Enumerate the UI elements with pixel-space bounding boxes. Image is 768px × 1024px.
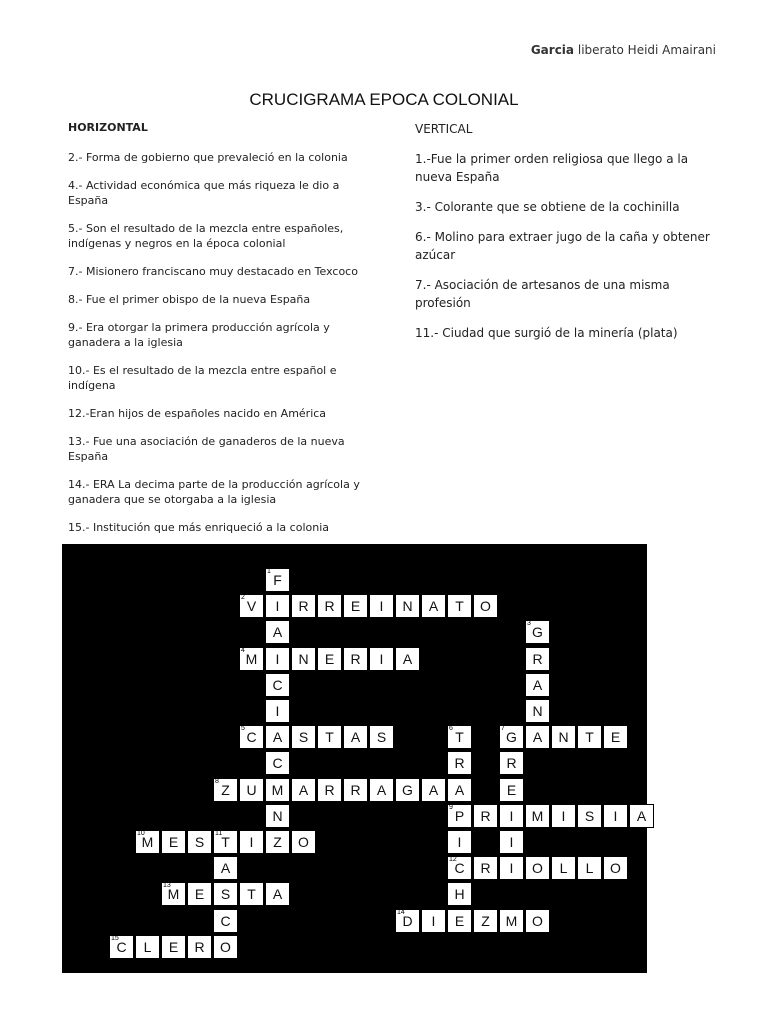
horizontal-clue: 10.- Es el resultado de la mezcla entre español e indígena <box>68 364 337 392</box>
crossword-cell[interactable] <box>239 725 264 749</box>
crossword-cell[interactable] <box>343 647 368 671</box>
crossword-cell[interactable] <box>213 856 238 880</box>
cell-letter: V <box>246 598 257 615</box>
author-given-name: liberato Heidi Amairani <box>577 43 716 57</box>
author-name <box>531 43 716 57</box>
horizontal-clue: 14.- ERA La decima parte de la producción agrícola y ganadera que se otorgaba a la iglesia <box>68 478 360 506</box>
cell-letter: T <box>455 729 464 746</box>
crossword-cell[interactable] <box>551 856 576 880</box>
crossword-cell[interactable] <box>577 856 602 880</box>
crossword-cell[interactable] <box>473 856 498 880</box>
crossword-cell[interactable] <box>369 647 394 671</box>
cell-letter: A <box>532 676 543 693</box>
author-surname: Garcia <box>530 43 575 57</box>
cell-letter: C <box>116 938 127 955</box>
crossword-cell[interactable] <box>499 804 524 828</box>
crossword-cell[interactable] <box>447 751 472 775</box>
cell-letter: E <box>454 912 465 929</box>
cell-letter: E <box>506 781 517 798</box>
horizontal-clue: 8.- Fue el primer obispo de la nueva España <box>68 293 311 306</box>
crossword-cell[interactable] <box>603 725 628 749</box>
crossword-cell[interactable] <box>343 778 368 802</box>
clue-number: 10 <box>137 830 145 837</box>
crossword-cell[interactable] <box>447 909 472 933</box>
cell-letter: T <box>221 834 230 850</box>
crossword-cell[interactable] <box>317 778 342 802</box>
cell-letter: S <box>298 729 309 746</box>
clue-number: 7 <box>501 725 505 733</box>
cell-letter: N <box>558 729 569 746</box>
crossword-cell[interactable] <box>499 830 524 854</box>
cell-letter: E <box>610 729 621 746</box>
cell-letter: M <box>141 834 154 850</box>
cell-letter: R <box>350 650 361 667</box>
crossword-cell[interactable] <box>473 909 498 933</box>
cell-letter: M <box>245 650 258 667</box>
crossword-cell[interactable] <box>395 647 420 671</box>
cell-letter: G <box>532 624 543 641</box>
cell-letter: F <box>273 572 282 588</box>
crossword-board <box>62 544 647 973</box>
cell-letter: N <box>402 598 413 615</box>
cell-letter: C <box>272 755 283 772</box>
crossword-cell[interactable] <box>135 830 160 854</box>
crossword-cell[interactable] <box>421 778 446 802</box>
cell-letter: C <box>272 676 283 693</box>
crossword-cell[interactable] <box>265 568 290 592</box>
crossword-cell[interactable] <box>213 909 238 933</box>
cell-letter: N <box>532 703 543 719</box>
crossword-cell[interactable] <box>447 778 472 802</box>
cell-letter: A <box>636 807 647 824</box>
crossword-cell[interactable] <box>213 882 238 906</box>
cell-letter: A <box>220 860 231 877</box>
clue-number: 9 <box>449 803 453 811</box>
horizontal-clue: 5.- Son el resultado de la mezcla entre españoles, indígenas y negros en la época colonial <box>68 222 344 250</box>
clue-number: 8 <box>215 777 219 785</box>
cell-letter: R <box>298 598 309 615</box>
crossword-cell[interactable] <box>551 725 576 749</box>
cell-letter: R <box>480 860 491 877</box>
cell-letter: S <box>194 834 205 850</box>
crossword-cell[interactable] <box>525 804 550 828</box>
crossword-cell[interactable] <box>577 725 602 749</box>
vertical-clue: 3.- Colorante que se obtiene de la cochinilla <box>415 200 680 214</box>
cell-letter: I <box>275 703 280 719</box>
crossword-cell[interactable] <box>499 856 524 880</box>
cell-letter: I <box>509 860 514 877</box>
crossword-cell[interactable] <box>499 751 524 775</box>
cell-letter: A <box>298 781 309 798</box>
cell-letter: A <box>350 729 361 746</box>
crossword-cell[interactable] <box>473 804 498 828</box>
cell-letter: A <box>454 781 465 798</box>
crossword-cell[interactable] <box>265 620 290 644</box>
horizontal-clue: 2.- Forma de gobierno que prevaleció en la colonia <box>68 151 348 164</box>
crossword-cell[interactable] <box>239 778 264 802</box>
crossword-cell[interactable] <box>447 594 472 618</box>
crossword-cell[interactable] <box>291 594 316 618</box>
horizontal-clue: 12.-Eran hijos de españoles nacido en América <box>68 407 327 420</box>
cell-letter: C <box>220 912 231 929</box>
cell-letter: P <box>454 807 465 824</box>
crossword-cell[interactable] <box>265 778 290 802</box>
crossword-cell[interactable] <box>187 882 212 906</box>
cell-letter: A <box>428 598 439 615</box>
vertical-clues <box>415 120 715 354</box>
clue-number: 15 <box>111 934 119 942</box>
cell-letter: A <box>272 624 283 641</box>
horizontal-clue: 15.- Institución que más enriqueció a la colonia <box>68 521 329 534</box>
clue-number: 11 <box>215 830 223 837</box>
cell-letter: M <box>505 912 518 929</box>
cell-letter: O <box>298 834 309 850</box>
crossword-cell[interactable] <box>161 935 186 959</box>
clue-number: 6 <box>449 725 453 733</box>
cell-letter: T <box>325 729 334 746</box>
cell-letter: A <box>272 729 283 746</box>
crossword-cell[interactable] <box>291 725 316 749</box>
vertical-clue: 7.- Asociación de artesanos de una misma profesión <box>415 278 670 310</box>
cell-letter: G <box>506 729 517 746</box>
cell-letter: Z <box>273 834 282 850</box>
cell-letter: I <box>275 650 280 667</box>
crossword-cell[interactable] <box>265 725 290 749</box>
cell-letter: R <box>480 807 491 824</box>
cell-letter: C <box>454 860 465 877</box>
crossword-cell[interactable] <box>473 594 498 618</box>
clue-number: 3 <box>527 620 531 628</box>
crossword-cell[interactable] <box>603 804 628 828</box>
crossword-cell[interactable] <box>421 594 446 618</box>
page-title: CRUCIGRAMA EPOCA COLONIAL <box>249 90 519 109</box>
crossword-cell[interactable] <box>499 725 524 749</box>
crossword-cell[interactable] <box>551 804 576 828</box>
vertical-clue: 1.-Fue la primer orden religiosa que llego a la nueva España <box>415 152 689 184</box>
cell-letter: U <box>246 781 257 798</box>
cell-letter: S <box>584 807 595 824</box>
crossword-cell[interactable] <box>109 935 134 959</box>
clue-number: 2 <box>241 594 245 602</box>
cell-letter: S <box>220 886 231 903</box>
crossword-cell[interactable] <box>265 673 290 697</box>
cell-letter: I <box>379 598 384 615</box>
cell-letter: Z <box>221 781 230 798</box>
cell-letter: R <box>506 755 517 772</box>
crossword-cell[interactable] <box>369 725 394 749</box>
crossword-cell[interactable] <box>265 594 290 618</box>
crossword-cell[interactable] <box>525 620 550 644</box>
cell-letter: E <box>350 598 361 615</box>
crossword-cell[interactable] <box>343 594 368 618</box>
cell-letter: A <box>428 781 439 798</box>
crossword-cell[interactable] <box>525 699 550 723</box>
crossword-cell[interactable] <box>447 804 472 828</box>
crossword-cell[interactable] <box>525 647 550 671</box>
cell-letter: R <box>350 781 361 798</box>
crossword-cell[interactable] <box>525 909 550 933</box>
horizontal-clues <box>68 120 368 548</box>
cell-letter: E <box>168 938 179 955</box>
crossword-cell[interactable] <box>369 778 394 802</box>
crossword-cell[interactable] <box>265 882 290 906</box>
cell-letter: O <box>480 598 491 615</box>
cell-letter: E <box>168 834 179 850</box>
cell-letter: R <box>454 755 465 772</box>
crossword-cell[interactable] <box>265 804 290 828</box>
horizontal-clue: 9.- Era otorgar la primera producción agrícola y ganadera a la iglesia <box>68 321 330 349</box>
crossword-cell[interactable] <box>317 725 342 749</box>
crossword-cell[interactable] <box>447 856 472 880</box>
cell-letter: I <box>431 912 436 929</box>
cell-letter: A <box>376 781 387 798</box>
cell-letter: N <box>298 650 309 667</box>
horizontal-clue: 13.- Fue una asociación de ganaderos de la nueva España <box>68 435 345 463</box>
crossword-cell[interactable] <box>239 647 264 671</box>
crossword-cell[interactable] <box>499 909 524 933</box>
crossword-cell[interactable] <box>395 778 420 802</box>
cell-letter: R <box>324 598 335 615</box>
cell-letter: R <box>194 938 205 955</box>
crossword-cell[interactable] <box>525 856 550 880</box>
crossword-cell[interactable] <box>291 647 316 671</box>
crossword-cell[interactable] <box>161 882 186 906</box>
cell-letter: E <box>324 650 335 667</box>
cell-letter: Z <box>481 912 490 929</box>
cell-letter: I <box>457 834 462 850</box>
cell-letter: L <box>559 860 568 877</box>
crossword-cell[interactable] <box>447 830 472 854</box>
cell-letter: G <box>402 781 413 798</box>
crossword-cell[interactable] <box>239 594 264 618</box>
crossword-cell[interactable] <box>343 725 368 749</box>
cell-letter: I <box>379 650 384 667</box>
crossword-cell[interactable] <box>187 830 212 854</box>
crossword-cell[interactable] <box>239 830 264 854</box>
crossword-cell[interactable] <box>135 935 160 959</box>
cell-letter: O <box>220 938 231 955</box>
cell-letter: A <box>532 729 543 746</box>
crossword-cell[interactable] <box>213 830 238 854</box>
crossword-cell[interactable] <box>395 594 420 618</box>
cell-letter: M <box>271 781 284 798</box>
cell-letter: I <box>249 834 254 850</box>
crossword-cell[interactable] <box>239 882 264 906</box>
crossword-cell[interactable] <box>603 856 628 880</box>
cell-letter: T <box>455 598 464 615</box>
crossword-cell[interactable] <box>447 725 472 749</box>
clue-number: 5 <box>241 725 245 733</box>
clue-number: 4 <box>241 646 245 654</box>
cell-letter: T <box>585 729 594 746</box>
crossword-cell[interactable] <box>421 909 446 933</box>
crossword-cell[interactable] <box>265 830 290 854</box>
cell-letter: N <box>272 807 283 824</box>
clue-number: 1 <box>267 568 271 575</box>
crossword-cell[interactable] <box>291 778 316 802</box>
crossword-cell[interactable] <box>213 935 238 959</box>
horizontal-heading: HORIZONTAL <box>68 121 148 134</box>
cell-letter: R <box>532 650 543 667</box>
crossword-cell[interactable] <box>213 778 238 802</box>
crossword-cell[interactable] <box>499 778 524 802</box>
cell-letter: C <box>246 729 257 746</box>
crossword-cell[interactable] <box>525 725 550 749</box>
crossword-cell[interactable] <box>265 751 290 775</box>
crossword-cell[interactable] <box>187 935 212 959</box>
crossword-cell[interactable] <box>629 804 654 828</box>
cell-letter: D <box>402 912 413 929</box>
cell-letter: E <box>194 886 205 903</box>
horizontal-clue: 7.- Misionero franciscano muy destacado en Texcoco <box>68 265 358 278</box>
crossword-cell[interactable] <box>265 699 290 723</box>
crossword-cell[interactable] <box>525 673 550 697</box>
cell-letter: T <box>247 886 256 903</box>
cell-letter: A <box>272 886 283 903</box>
cell-letter: O <box>532 860 543 877</box>
cell-letter: M <box>167 886 180 903</box>
cell-letter: R <box>324 781 335 798</box>
crossword-cell[interactable] <box>369 594 394 618</box>
cell-letter: L <box>585 860 594 877</box>
crossword-cell[interactable] <box>291 830 316 854</box>
cell-letter: I <box>509 834 514 850</box>
crossword-cell[interactable] <box>577 804 602 828</box>
cell-letter: H <box>454 886 465 903</box>
horizontal-clue: 4.- Actividad económica que más riqueza le dio a España <box>68 179 340 207</box>
vertical-heading: VERTICAL <box>415 122 473 136</box>
clue-number: 12 <box>449 856 457 864</box>
vertical-clue: 11.- Ciudad que surgió de la minería (plata) <box>415 326 678 340</box>
crossword-cell[interactable] <box>161 830 186 854</box>
cell-letter: I <box>509 807 514 824</box>
crossword-cell[interactable] <box>265 647 290 671</box>
cell-letter: S <box>376 729 387 746</box>
cell-letter: A <box>402 650 413 667</box>
clue-number: 13 <box>163 882 171 890</box>
cell-letter: I <box>275 598 280 615</box>
cell-letter: O <box>532 912 543 929</box>
cell-letter: O <box>610 860 621 877</box>
cell-letter: I <box>561 807 566 824</box>
crossword-cell[interactable] <box>447 882 472 906</box>
cell-letter: M <box>531 807 544 824</box>
crossword-cell[interactable] <box>317 594 342 618</box>
cell-letter: L <box>143 938 152 955</box>
clue-number: 14 <box>397 908 405 916</box>
vertical-clue: 6.- Molino para extraer jugo de la caña y obtener azúcar <box>415 230 710 262</box>
crossword-cell[interactable] <box>317 647 342 671</box>
crossword-cell[interactable] <box>395 909 420 933</box>
cell-letter: I <box>613 807 618 824</box>
